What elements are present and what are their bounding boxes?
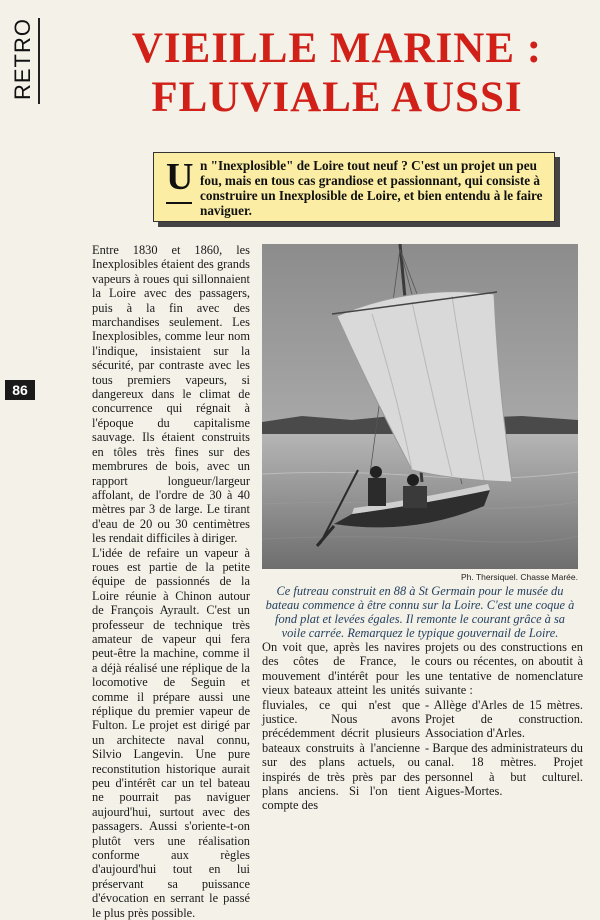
photo-credit: Ph. Thersiquel. Chasse Marée. — [460, 572, 578, 582]
intro-dropcap: U — [166, 156, 194, 198]
column3-paragraph-3: - Barque des administrateurs du canal. 18 mètres. Projet personnel à but culturel. Aigues-Mortes. — [425, 740, 583, 799]
article-column-1 — [92, 243, 250, 920]
column1-paragraph-1: Entre 1830 et 1860, les Inexplosibles étaient des grands vapeurs à roues qui sillonnaient la Loire avec des passagers, puis à la fin avec des marchandises seulement. Les Inexplosibles, comme leur nom l'indique, insistaient sur la sécurité, par contraste avec les tous premiers vapeurs, si dangereux dans le climat de concurrence qui régnait à l'époque du capitalisme sauvage. Ils étaient construits en tôles très fines sur des membrures de bois, avec un rapport longueur/largeur affolant, de l'ordre de 30 à 40 mètres par 3 de large. Le tirant d'eau de 20 ou 30 centimètres les rendait difficiles à diriger. — [92, 243, 250, 546]
section-rubric-label: RETRO — [10, 18, 35, 100]
page-number-badge — [5, 380, 35, 400]
article-column-2 — [262, 640, 420, 813]
photo-caption: Ce futreau construit en 88 à St Germain pour le musée du bateau commence à être connu sur la Loire. C'est une coque à fond plat et levées égales. Il remonte le courant grâce à sa voile carrée. Remarquez le typique gouvernail de Loire. — [265, 584, 575, 640]
intro-text: n "Inexplosible" de Loire tout neuf ? C'est un projet un peu fou, mais en tous cas grandiose et passionnant, qui consiste à construire un Inexplosible de Loire, et bien entendu à le faire naviguer. — [200, 158, 543, 218]
dropcap-underline — [166, 202, 192, 204]
sailboat-photo — [262, 244, 578, 569]
headline-line-1: VIEILLE MARINE : — [131, 25, 543, 72]
headline-line-2: FLUVIALE AUSSI — [151, 74, 523, 121]
column3-paragraph-2: - Allège d'Arles de 15 mètres. Projet de construction. Association d'Arles. — [425, 697, 583, 741]
column2-paragraph-1: On voit que, après les navires des côtes de France, le mouvement d'intérêt pour les vieux bateaux atteint les unités fluviales, ce qui n'est que justice. Nous avons précédemment décrit plusieurs bateaux construits à l'ancienne sur des plans actuels, ou inspirés de très près par des plans anciens. Si l'on tient compte des — [262, 640, 420, 813]
rubric-divider — [38, 18, 40, 104]
sailboat-photo-illustration — [262, 244, 578, 569]
intro-box — [153, 152, 555, 222]
article-headline — [92, 24, 582, 122]
page-number: 86 — [12, 382, 28, 398]
column3-paragraph-1: projets ou des constructions en cours ou récentes, on aboutit à une tentative de nomenclature suivante : — [425, 640, 583, 698]
column1-paragraph-2: L'idée de refaire un vapeur à roues est partie de la petite équipe de passionnés de la Loire réunie à Chinon autour de François Ayrault. C'est un professeur de technique très amateur de vapeur qui fera peut-être la machine, comme il a déjà réalisé une réplique de la locomotive de Seguin et comme il prépare aussi une réplique du premier vapeur de Fulton. Le projet est dirigé par un architecte naval connu, Silvio Langevin. Une pure reconstitution historique aurait peu d'intérêt car un tel bateau ne pourrait pas naviguer aujourd'hui, surtout avec des passagers. Aussi s'oriente-t-on plutôt vers une réalisation conforme aux règles d'aujourd'hui tout en lui préservant sa puissance d'évocation en serrant le passé le plus près possible. — [92, 545, 250, 920]
section-rubric — [6, 18, 40, 100]
article-column-3 — [425, 640, 583, 798]
